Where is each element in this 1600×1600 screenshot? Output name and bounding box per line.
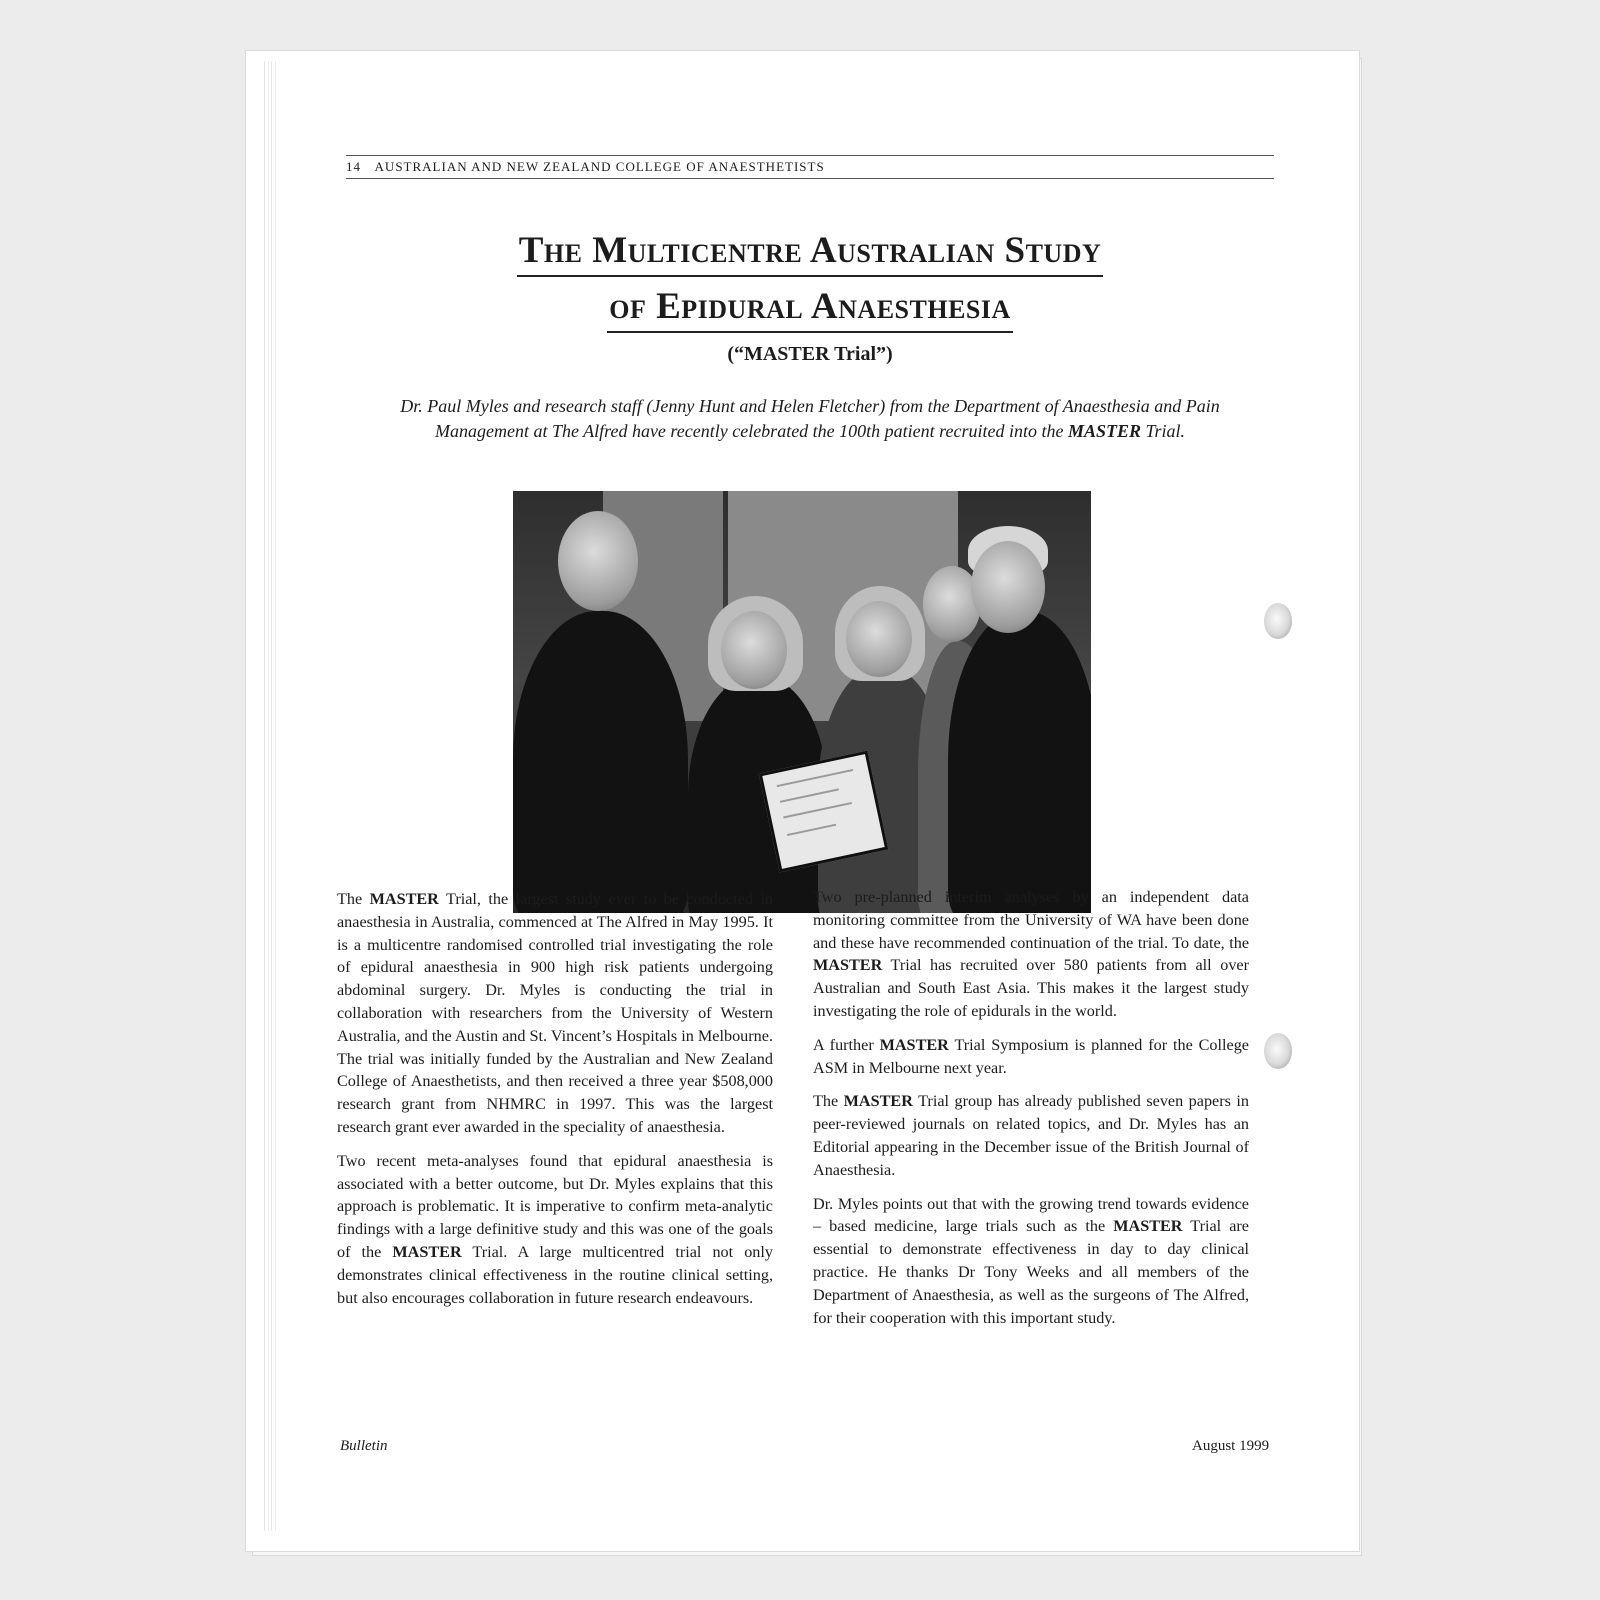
certificate-text-line [780,788,839,802]
article-intro [356,394,1264,444]
paragraph-text: Trial, the largest study ever to be conducted in anaesthesia in Australia, commenced at The Alfred in May 1995. It is a multicentre randomised controlled trial investigating the role of epidural anaesthesia in 900 high risk patients undergoing abdominal surgery. Dr. Myles is conducting the trial in collaboration with researchers from the University of Western Australia, and the Austin and St. Vincent’s Hospitals in Melbourne. The trial was initially funded by the Australian and New Zealand College of Anaesthetists, and then received a three year $508,000 research grant from NHMRC in 1997. This was the largest research grant ever awarded in the speciality of anaesthesia. [337,890,773,1136]
left-column [337,888,773,1320]
paragraph [337,888,773,1139]
article-title-block [346,229,1274,366]
paragraph-text: Two recent meta-analyses found that epidural anaesthesia is associated with a better outcome, but Dr. Myles explains that this approach is problematic. It is imperative to confirm meta-analytic findings with a large definitive study and this was one of the goals of the [337,1151,773,1261]
master-bold: MASTER [369,890,439,908]
person-face-1 [558,511,638,611]
punch-hole-icon [1264,1033,1292,1069]
article-title-line-2: of Epidural Anaesthesia [607,285,1013,333]
master-bold: MASTER [392,1242,462,1261]
paragraph [813,1193,1249,1330]
paragraph-text: The [337,890,370,908]
master-bold: MASTER [879,1035,949,1054]
article-subtitle: (“MASTER Trial”) [727,343,893,365]
footer-publication: Bulletin [340,1438,388,1454]
article-title-line-1: The Multicentre Australian Study [517,229,1104,277]
person-face-2 [721,611,787,689]
person-figure-1 [513,611,688,913]
paragraph-text: The [813,1092,844,1111]
master-bold: MASTER [813,956,883,975]
intro-text-end: Trial. [1141,421,1186,441]
group-photo [513,491,1091,913]
paragraph-text: A further [813,1035,880,1054]
person-face-5 [971,541,1045,633]
punch-hole-icon [1264,603,1292,639]
paragraph [813,886,1249,1023]
master-bold: MASTER [1113,1217,1183,1236]
paragraph-text: Trial group has already published seven papers in peer-reviewed journals on related topics, and Dr. Myles has an Editorial appearing in the December issue of the British Journal of Anaesthesia. [813,1092,1249,1179]
paragraph-text: Trial Symposium is planned for the College ASM in Melbourne next year. [813,1035,1249,1077]
certificate-text-line [783,802,852,819]
paragraph-text: Trial are essential to demonstrate effectiveness in day to day clinical practice. He thanks Dr Tony Weeks and all members of the Department of Anaesthesia, as well as the surgeons of The Alfred, for their cooperation with this important study. [813,1217,1249,1327]
certificate-text-line [777,769,854,787]
paragraph-text: Trial has recruited over 580 patients from all over Australian and South East Asia. This makes it the largest study investigating the role of epidurals in the world. [813,956,1249,1020]
paragraph-text: Dr. Myles points out that with the growing trend towards evidence – based medicine, large trials such as the [813,1194,1249,1236]
person-face-3 [846,601,912,677]
paragraph [337,1150,773,1310]
paragraph-text: Trial. A large multicentred trial not only demonstrates clinical effectiveness in the routine clinical setting, but also encourages collaboration in future research endeavours. [337,1242,773,1307]
master-bold: MASTER [843,1092,913,1111]
binding-edge [271,61,276,1531]
person-figure-5 [948,611,1091,913]
binding-edge [264,61,269,1531]
certificate-text-line [787,824,836,836]
intro-text: Dr. Paul Myles and research staff (Jenny Hunt and Helen Fletcher) from the Department of Anaesthesia and Pain Management at The Alfred have recently celebrated the 100th patient recruited into the [400,396,1220,441]
running-header [346,155,1274,179]
page-number: 14 [346,159,361,174]
footer-date: August 1999 [1192,1438,1270,1454]
paragraph [813,1034,1249,1080]
publication-name: AUSTRALIAN AND NEW ZEALAND COLLEGE OF ANAESTHETISTS [374,159,825,174]
right-column [813,886,1249,1340]
paragraph [813,1090,1249,1181]
paragraph-text: Two pre-planned interim analyses by an independent data monitoring committee from the University of WA have been done and these have recommended continuation of the trial. To date, the [813,888,1249,952]
intro-master-bold: MASTER [1067,421,1141,441]
